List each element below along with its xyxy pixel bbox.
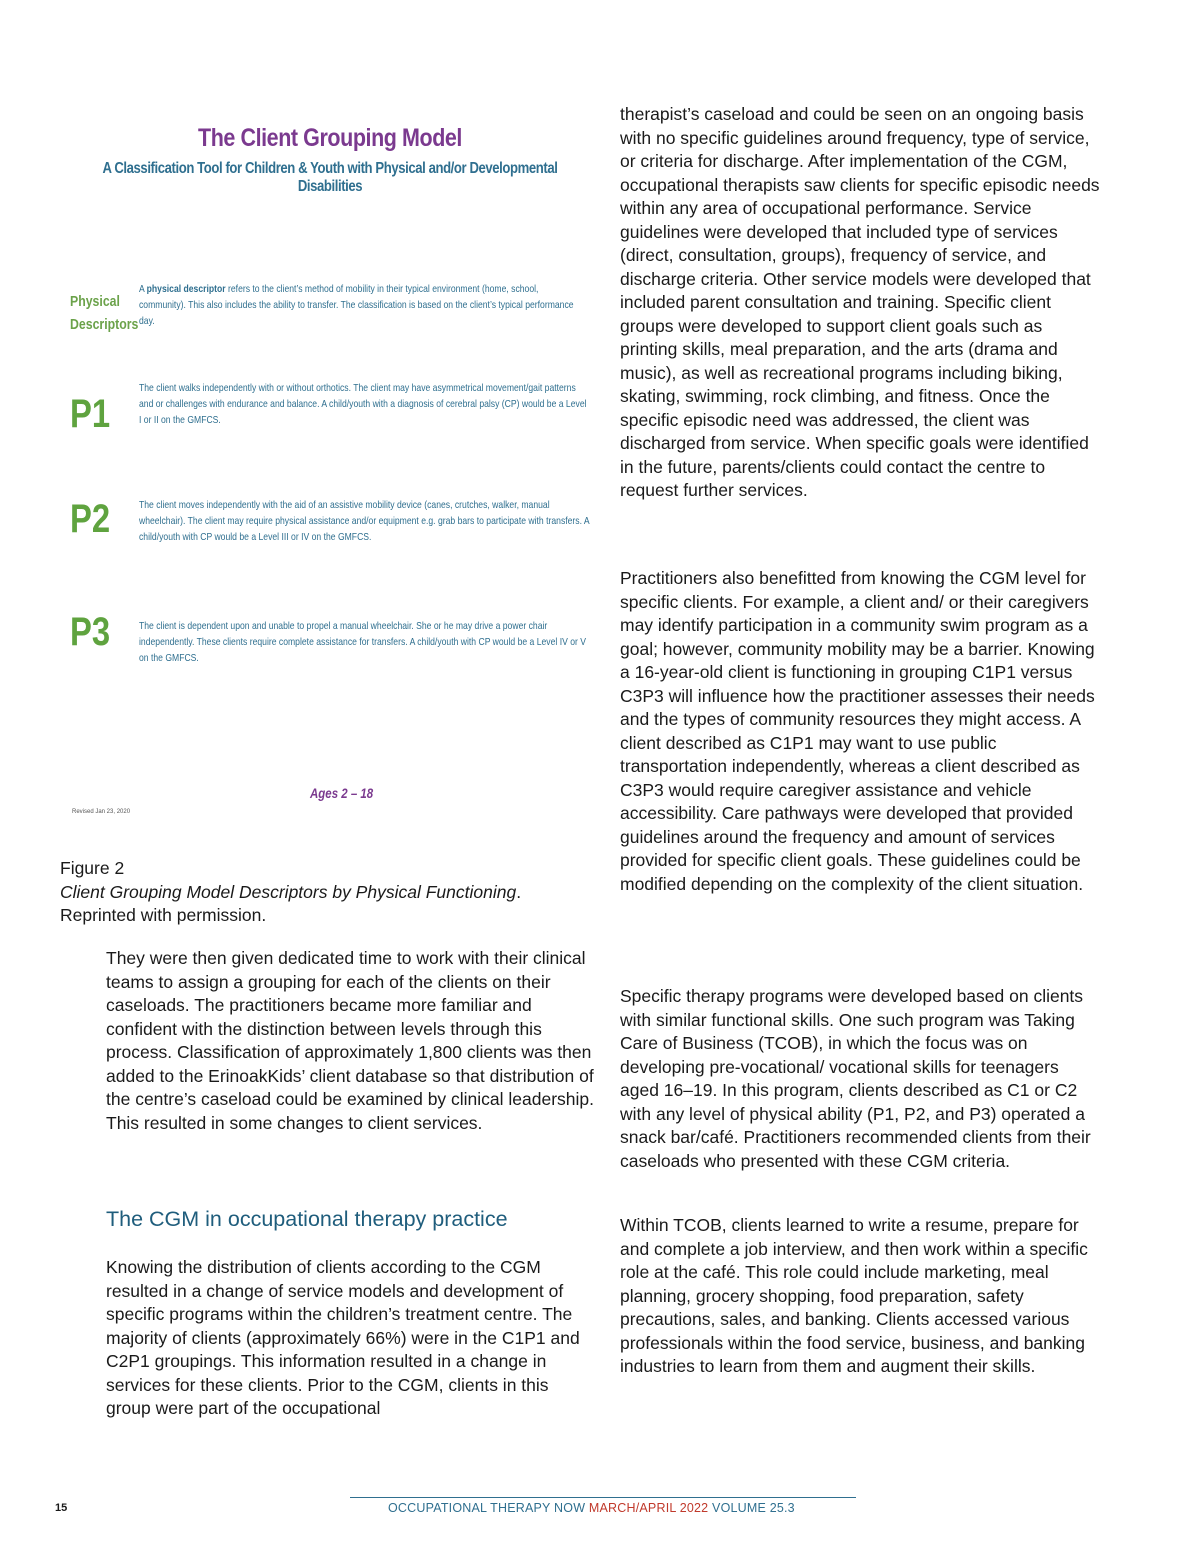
footer-journal-name: OCCUPATIONAL THERAPY NOW	[388, 1501, 586, 1515]
paragraph: They were then given dedicated time to work with their clinical teams to assign a grouping for each of the clients on their caseloads. The practitioners became more familiar and confident with the distinction between levels through this process. Classification of approximately 1,800 clients was then added to the ErinoakKids’ client database so that distribution of the centre’s caseload could be examined by clinical leadership. This resulted in some changes to client services.	[106, 948, 595, 1133]
footer-issue: MARCH/APRIL 2022	[588, 1501, 709, 1515]
right-column-paragraph-2	[620, 567, 1100, 896]
descriptor-intro-prefix: A	[139, 283, 147, 295]
revised-date: Revised Jan 23, 2020	[72, 809, 131, 815]
footer-volume: VOLUME 25.3	[712, 1501, 795, 1515]
paragraph: Specific therapy programs were developed based on clients with similar functional skills. One such program was Taking Care of Business (TCOB), in which the focus was on developing pre-vocational/ vocational skills for teenagers aged 16–19. In this program, clients described as C1 or C2 with any level of physical ability (P1, P2, and P3) operated a snack bar/café. Practitioners recommended clients from their caseloads who presented with these CGM criteria.	[620, 986, 1091, 1171]
figure-caption	[60, 857, 590, 928]
level-text-p1: The client walks independently with or without orthotics. The client may have asymmetrical movement/gait patterns and or challenges with endurance and balance. A child/youth with a diagnosis of cerebral palsy (CP) would be a Level I or II on the GMFCS.	[139, 382, 587, 426]
caption-label: Figure 2	[60, 858, 125, 878]
level-text-p3: The client is dependent upon and unable to propel a manual wheelchair. She or he may drive a power chair independently. These clients require complete assistance for transfers. A child/youth with CP would be a Level IV or V on the GMFCS.	[139, 620, 587, 664]
section-heading: The CGM in occupational therapy practice	[106, 1207, 508, 1231]
footer-rule	[350, 1497, 856, 1498]
paragraph: Knowing the distribution of clients according to the CGM resulted in a change of service models and development of specific programs within the children’s treatment centre. The majority of clients (approximately 66%) were in the C1P1 and C2P1 groupings. This information resulted in a change in services for these clients. Prior to the CGM, clients in this group were part of the occupational	[106, 1257, 580, 1418]
level-code-p1: P1	[70, 392, 111, 436]
caption-rest: . Reprinted with permission.	[60, 881, 522, 925]
ages-label: Ages 2 – 18	[310, 785, 374, 801]
level-text-p2: The client moves independently with the aid of an assistive mobility device (canes, crutches, walker, manual wheelchair). The client may require physical assistance and/or equipment e.g. grab bars to participate with transfers. A child/youth with CP would be a Level III or IV on the GMFCS.	[139, 499, 590, 543]
figure-subtitle: A Classification Tool for Children & Youth with Physical and/or Developmental Disabilities	[102, 160, 558, 195]
physical-descriptor-definition	[139, 281, 574, 329]
paragraph: Practitioners also benefitted from knowing the CGM level for specific clients. For example, a client and/ or their caregivers may identify participation in a community swim program as a goal; however, community mobility may be a barrier. Knowing a 16-year-old client is functioning in grouping C1P1 versus C3P3 will influence how the practitioner assesses their needs and the types of community resources they might access. A client described as C1P1 may want to use public transportation independently, whereas a client described as C3P3 would require caregiver assistance and vehicle accessibility. Care pathways were developed that provided guidelines around the frequency and amount of services provided for specific client goals. These guidelines could be modified depending on the complexity of the client situation.	[620, 568, 1095, 894]
level-code-p2: P2	[70, 497, 111, 541]
physical-label-line1: Physical	[70, 293, 120, 310]
right-column-paragraph-1	[620, 103, 1100, 503]
caption-title: Client Grouping Model Descriptors by Physical Functioning	[60, 881, 517, 902]
footer-journal	[388, 1501, 795, 1515]
left-column-paragraph-2	[106, 1256, 596, 1421]
level-code-p3: P3	[70, 610, 111, 654]
descriptor-intro-bold: physical descriptor	[146, 283, 226, 295]
paragraph: Within TCOB, clients learned to write a resume, prepare for and complete a job interview, and then work within a specific role at the café. This role could include marketing, meal planning, grocery shopping, food preparation, safety precautions, sales, and banking. Clients accessed various professionals within the food service, business, and banking industries to learn from them and augment their skills.	[620, 1215, 1088, 1376]
right-column-paragraph-3	[620, 985, 1100, 1173]
paragraph: therapist’s caseload and could be seen on an ongoing basis with no specific guidelines around frequency, type of service, or criteria for discharge. After implementation of the CGM, occupational therapists saw clients for specific episodic needs within any area of occupational performance. Service guidelines were developed that included type of services (direct, consultation, groups), frequency of service, and discharge criteria. Other service models were developed that included parent consultation and training. Specific client groups were developed to support client goals such as printing skills, meal preparation, and the arts (drama and music), as well as recreational programs including biking, skating, swimming, rock climbing, and fitness. Once the specific episodic need was addressed, the client was discharged from service. When specific goals were identified in the future, parents/clients could contact the centre to request further services.	[620, 104, 1100, 500]
left-column-paragraph-1	[106, 947, 596, 1135]
page-number: 15	[55, 1502, 68, 1514]
right-column-paragraph-4	[620, 1214, 1100, 1379]
figure-title: The Client Grouping Model	[198, 124, 462, 152]
physical-descriptors-label	[70, 290, 138, 336]
descriptor-intro-rest: refers to the client’s method of mobility in their typical environment (home, school, community). This also includes the ability to transfer. The classification is based on the client’s typical performance day.	[139, 283, 574, 327]
physical-label-line2: Descriptors	[70, 316, 139, 333]
